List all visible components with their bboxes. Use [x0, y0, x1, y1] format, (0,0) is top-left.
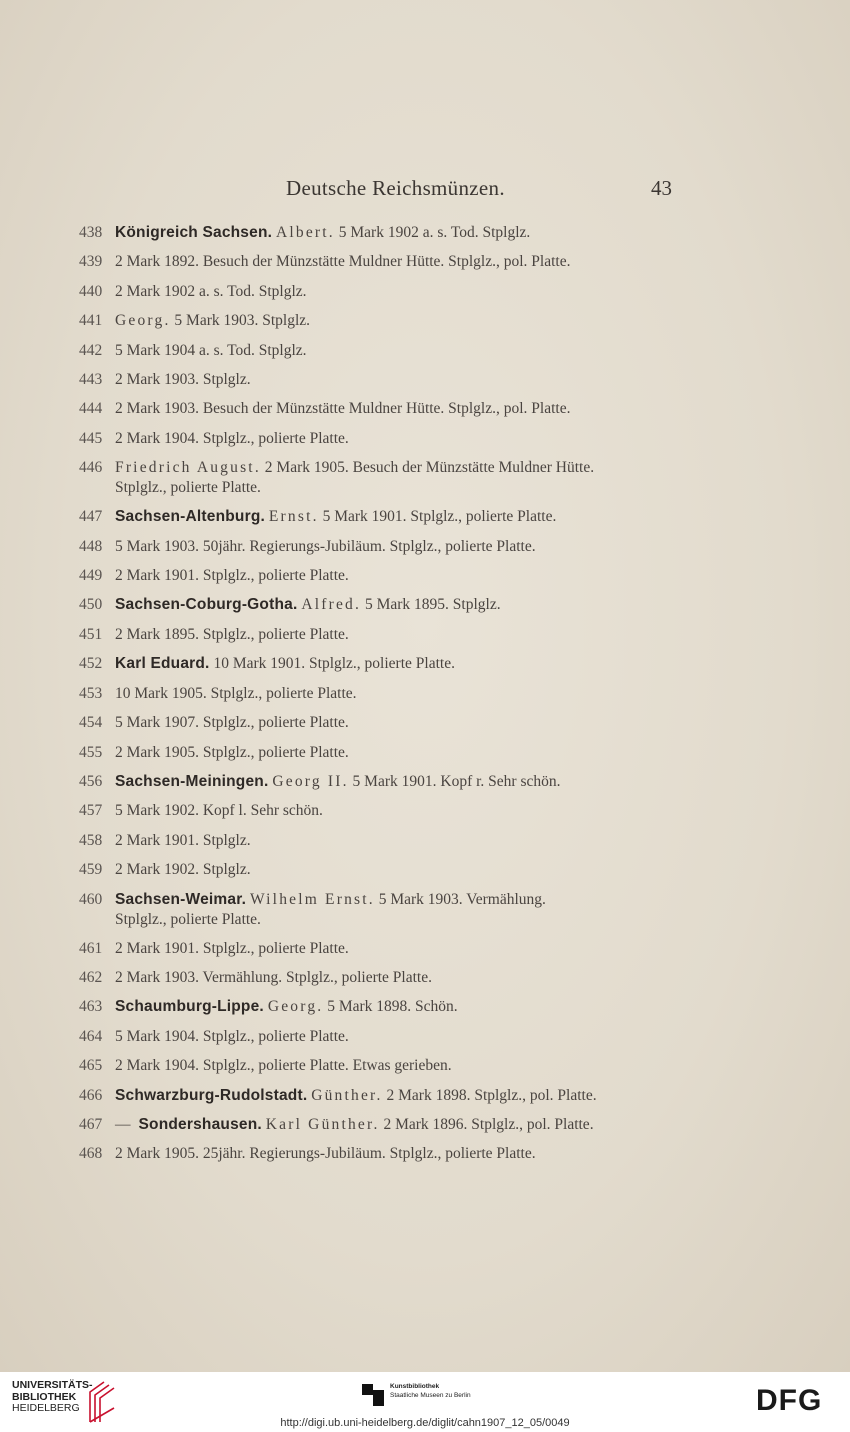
entry-description: 2 Mark 1902. Stplglz. — [115, 861, 251, 879]
entry-description: 2 Mark 1895. Stplglz., polierte Platte. — [115, 625, 349, 643]
catalog-entry — [79, 1022, 719, 1051]
entry-description: 10 Mark 1901. Stplglz., polierte Platte. — [213, 655, 455, 673]
entry-number: 449 — [79, 567, 103, 585]
entry-number: 459 — [79, 861, 103, 879]
page-number: 43 — [651, 176, 672, 200]
catalog-entry — [79, 424, 719, 453]
running-header — [0, 176, 850, 210]
entry-number: 457 — [79, 802, 103, 820]
catalog-entry — [79, 365, 719, 394]
entry-number: 463 — [79, 998, 103, 1016]
entry-description: 2 Mark 1902 a. s. Tod. Stplglz. — [115, 282, 307, 300]
catalog-entry — [79, 1139, 719, 1168]
entry-number: 456 — [79, 772, 103, 790]
ub-logo-line1: UNIVERSITÄTS- — [12, 1379, 93, 1391]
kunstbibliothek-subtitle: Staatliche Museen zu Berlin — [390, 1392, 471, 1399]
entry-ruler-name: Karl Günther. — [265, 1115, 380, 1133]
entry-number: 467 — [79, 1115, 103, 1133]
entry-ruler-name: Alfred. — [301, 596, 362, 614]
entry-dash: — — [115, 1115, 131, 1133]
entry-description: 5 Mark 1902. Kopf l. Sehr schön. — [115, 802, 323, 820]
entry-continuation: Stplglz., polierte Platte. — [115, 479, 261, 497]
catalog-entry — [79, 277, 719, 306]
catalog-entry — [79, 934, 719, 963]
entry-number: 460 — [79, 890, 103, 908]
entry-number: 455 — [79, 743, 103, 761]
entry-state-heading: Sondershausen. — [138, 1115, 262, 1133]
entry-description: 2 Mark 1892. Besuch der Münzstätte Muldner Hütte. Stplglz., pol. Platte. — [115, 253, 571, 271]
catalog-entry — [79, 336, 719, 365]
dfg-logo[interactable]: DFG — [756, 1384, 823, 1417]
kunstbibliothek-mark-icon — [362, 1384, 384, 1406]
entry-number: 443 — [79, 371, 103, 389]
catalog-entry — [79, 620, 719, 649]
catalog-entry — [79, 963, 719, 992]
catalog-entry — [79, 1051, 719, 1080]
entry-description: 5 Mark 1903. Stplglz. — [174, 312, 311, 330]
catalog-entry — [79, 1081, 719, 1110]
entry-ruler-name: Albert. — [276, 224, 335, 241]
catalog-entry — [79, 218, 719, 247]
entry-description: 2 Mark 1905. 25jähr. Regierungs-Jubiläum. Stplglz., polierte Platte. — [115, 1145, 536, 1163]
catalog-entry — [79, 453, 719, 502]
catalog-entry — [79, 679, 719, 708]
entry-description: 5 Mark 1902 a. s. Tod. Stplglz. — [338, 224, 531, 241]
entry-description: 5 Mark 1904 a. s. Tod. Stplglz. — [115, 341, 307, 359]
entry-number: 453 — [79, 684, 103, 702]
entry-number: 458 — [79, 831, 103, 849]
entry-description: 5 Mark 1904. Stplglz., polierte Platte. — [115, 1027, 349, 1045]
catalog-entry — [79, 738, 719, 767]
kunstbibliothek-name: Kunstbibliothek — [390, 1383, 440, 1390]
catalog-entry — [79, 561, 719, 590]
catalog-entry — [79, 885, 719, 934]
entry-description: 5 Mark 1901. Kopf r. Sehr schön. — [352, 772, 561, 790]
entry-description: 5 Mark 1903. Vermählung. — [378, 890, 546, 908]
entry-description: 2 Mark 1896. Stplglz., pol. Platte. — [383, 1115, 594, 1133]
entry-number: 454 — [79, 714, 103, 732]
entry-number: 468 — [79, 1145, 103, 1163]
entry-description: 2 Mark 1901. Stplglz., polierte Platte. — [115, 939, 349, 957]
entry-description: 2 Mark 1901. Stplglz. — [115, 831, 251, 849]
entry-number: 466 — [79, 1086, 103, 1104]
entry-description: 2 Mark 1901. Stplglz., polierte Platte. — [115, 567, 349, 585]
entry-description: 2 Mark 1904. Stplglz., polierte Platte. — [115, 429, 349, 447]
entry-number: 439 — [79, 253, 103, 271]
catalog-entry — [79, 532, 719, 561]
entry-number: 438 — [79, 224, 103, 241]
digitization-footer — [0, 1372, 850, 1432]
catalog-entry — [79, 796, 719, 825]
entry-description: 2 Mark 1905. Besuch der Münzstätte Muldner Hütte. — [264, 459, 595, 477]
entry-number: 445 — [79, 429, 103, 447]
entry-description: 2 Mark 1898. Stplglz., pol. Platte. — [386, 1086, 597, 1104]
entry-state-heading: Königreich Sachsen. — [115, 224, 273, 241]
entry-ruler-name: Ernst. — [268, 508, 319, 526]
catalog-entry — [79, 306, 719, 335]
catalog-entry — [79, 992, 719, 1021]
entry-number: 440 — [79, 282, 103, 300]
entry-ruler-name: Georg. — [267, 998, 324, 1016]
entry-number: 442 — [79, 341, 103, 359]
ub-heidelberg-logo[interactable] — [12, 1380, 93, 1415]
entry-number: 461 — [79, 939, 103, 957]
entry-description: 2 Mark 1904. Stplglz., polierte Platte. Etwas gerieben. — [115, 1057, 452, 1075]
entry-number: 446 — [79, 459, 103, 477]
ub-logo-line3: HEIDELBERG — [12, 1402, 80, 1414]
entry-number: 464 — [79, 1027, 103, 1045]
entry-ruler-name: Georg II. — [272, 772, 349, 790]
entry-number: 450 — [79, 596, 103, 614]
entry-number: 441 — [79, 312, 103, 330]
entry-number: 447 — [79, 508, 103, 526]
catalog-entry — [79, 708, 719, 737]
entry-description: 5 Mark 1895. Stplglz. — [364, 596, 501, 614]
entry-number: 465 — [79, 1057, 103, 1075]
entry-description: 5 Mark 1907. Stplglz., polierte Platte. — [115, 714, 349, 732]
entry-number: 444 — [79, 400, 103, 418]
catalog-entry — [79, 590, 719, 619]
catalog-entries — [79, 218, 719, 1169]
entry-state-heading: Karl Eduard. — [115, 655, 210, 673]
entry-description: 2 Mark 1903. Vermählung. Stplglz., polierte Platte. — [115, 968, 432, 986]
entry-description: 2 Mark 1905. Stplglz., polierte Platte. — [115, 743, 349, 761]
catalog-entry — [79, 826, 719, 855]
entry-ruler-name: Wilhelm Ernst. — [249, 890, 375, 908]
ub-logo-line2: BIBLIOTHEK — [12, 1390, 77, 1403]
entry-state-heading: Schaumburg-Lippe. — [115, 998, 264, 1016]
entry-description: 2 Mark 1903. Besuch der Münzstätte Muldner Hütte. Stplglz., pol. Platte. — [115, 400, 571, 418]
entry-state-heading: Sachsen-Altenburg. — [115, 508, 266, 526]
entry-description: 2 Mark 1903. Stplglz. — [115, 371, 251, 389]
entry-number: 451 — [79, 625, 103, 643]
catalog-entry — [79, 855, 719, 884]
entry-state-heading: Schwarzburg-Rudolstadt. — [115, 1086, 308, 1104]
entry-number: 462 — [79, 968, 103, 986]
entry-number: 448 — [79, 537, 103, 555]
catalog-entry — [79, 247, 719, 276]
entry-ruler-name: Friedrich August. — [115, 459, 261, 477]
entry-description: 10 Mark 1905. Stplglz., polierte Platte. — [115, 684, 357, 702]
catalog-entry — [79, 767, 719, 796]
entry-state-heading: Sachsen-Weimar. — [115, 890, 247, 908]
entry-description: 5 Mark 1898. Schön. — [327, 998, 458, 1016]
catalog-entry — [79, 394, 719, 423]
entry-description: 5 Mark 1903. 50jähr. Regierungs-Jubiläum. Stplglz., polierte Platte. — [115, 537, 536, 555]
catalog-entry — [79, 1110, 719, 1139]
catalog-entry — [79, 649, 719, 678]
entry-continuation: Stplglz., polierte Platte. — [115, 910, 261, 928]
permalink-url[interactable]: http://digi.ub.uni-heidelberg.de/diglit/cahn1907_12_05/0049 — [280, 1417, 570, 1429]
entry-description: 5 Mark 1901. Stplglz., polierte Platte. — [322, 508, 557, 526]
entry-state-heading: Sachsen-Coburg-Gotha. — [115, 596, 298, 614]
catalog-entry — [79, 502, 719, 531]
header-title: Deutsche Reichsmünzen. — [286, 176, 505, 200]
entry-number: 452 — [79, 655, 103, 673]
entry-state-heading: Sachsen-Meiningen. — [115, 772, 269, 790]
entry-ruler-name: Günther. — [311, 1086, 383, 1104]
entry-ruler-name: Georg. — [115, 312, 171, 330]
